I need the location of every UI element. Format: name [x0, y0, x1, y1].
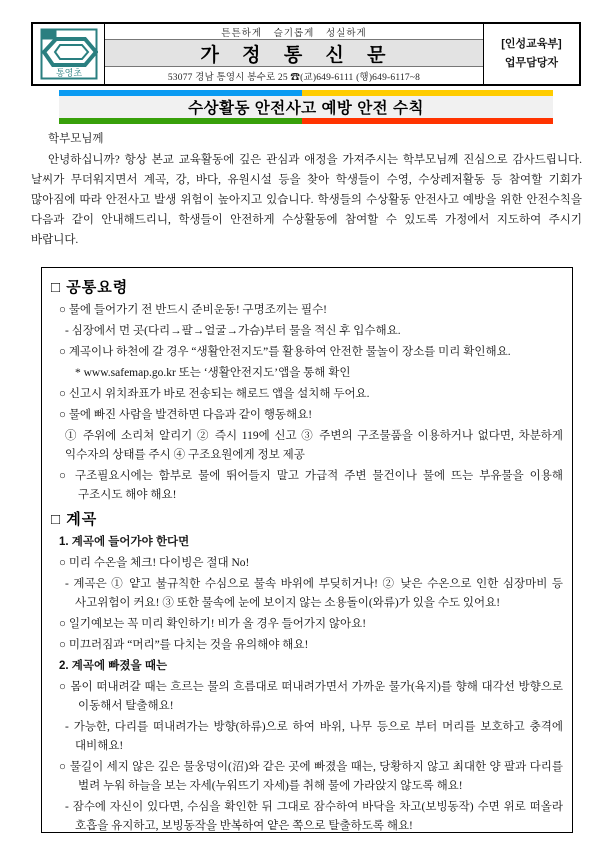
header-table [31, 22, 581, 86]
school-logo-icon [40, 28, 98, 80]
list-subitem: - 가능한, 다리를 떠내려가는 방향(하류)으로 하여 바위, 나무 등으로 부터 머리를 보호하고 충격에 대비해요! [65, 721, 563, 752]
list-item: ○ 물에 들어가기 전 반드시 준비운동! 구명조끼는 필수! [59, 304, 328, 316]
list-numbered-steps: ① 주위에 소리쳐 알리기 ② 즉시 119에 신고 ③ 주변의 구조물품을 이용하거나 없다면, 차분하게 익수자의 상태를 주시 ④ 구조요원에게 정보 제공 [65, 430, 563, 461]
subsection-heading: 1. 계곡에 들어가야 한다면 [59, 536, 190, 548]
school-logo [33, 24, 105, 84]
school-address: 53077 경남 통영시 봉수로 25 ☎(교)649-6111 (행)649-6117~8 [167, 72, 421, 83]
newsletter-title: 가 정 통 신 문 [105, 40, 483, 67]
list-item: ○ 물길이 세지 않은 깊은 물웅덩이(沼)와 같은 곳에 빠졌을 때는, 당황하지 않고 최대한 양 팔과 다리를 벌려 누워 하늘을 보는 자세(누워뜨기 자세)를 취해 물에 가라앉지 않도록 해요! [59, 761, 563, 792]
list-note: * www.safemap.go.kr 또는 ‘생활안전지도’앱을 통해 확인 [75, 367, 351, 379]
stripe-green [59, 118, 302, 124]
list-item: ○ 계곡이나 하천에 갈 경우 “생활안전지도”를 활용하여 안전한 물놀이 장소를 미리 확인해요. [59, 346, 511, 358]
list-subitem: - 계곡은 ① 얕고 불규칙한 수심으로 물속 바위에 부딪히거나! ② 낮은 수온으로 인한 심장마비 등 사고위험이 커요! ③ 또한 물속에 눈에 보이지 않는 소용돌이(와류)가 있을 수도 있어요! [65, 578, 563, 609]
list-item: ○ 미리 수온을 체크! 다이빙은 절대 No! [59, 557, 250, 569]
intro-paragraph: 안녕하십니까? 항상 본교 교육활동에 깊은 관심과 애정을 가져주시는 학부모님께 진심으로 감사드립니다. 날씨가 무더워지면서 계곡, 강, 바다, 유원시설 등을 찾아 학생들이 수영, 수상레저활동 등 참여할 기회가 많아짐에 따라 안전사고 발생 위험이 높아지고 있습니다. 학생들의 수상활동 안전사고 예방을 위한 안전수칙을 다음과 같이 안내해드리니, 학생들이 안전하게 수상활동에 참여할 수 있도록 가정에서 지도하여 주시기 바랍니다. [31, 154, 582, 246]
safety-rules-box [41, 267, 573, 833]
school-logo-text: 통영초 [55, 68, 82, 78]
header-department-cell [483, 24, 579, 84]
subject-title: 수상활동 안전사고 예방 안전 수칙 [59, 96, 553, 118]
list-item: ○ 미끄러짐과 “머리”를 다치는 것을 유의해야 해요! [59, 639, 309, 651]
list-item: ○ 물에 빠진 사람을 발견하면 다음과 같이 행동해요! [59, 409, 313, 421]
list-item: ○ 일기예보는 꼭 미리 확인하기! 비가 올 경우 들어가지 않아요! [59, 618, 367, 630]
list-item: ○ 몸이 떠내려갈 때는 흐르는 물의 흐름대로 떠내려가면서 가까운 물가(육지)를 향해 대각선 방향으로 이동해서 탈출해요! [59, 681, 563, 712]
staff-label: 업무담당자 [504, 57, 559, 69]
list-subitem: - 심장에서 먼 곳(다리→팔→얼굴→가슴)부터 물을 적신 후 입수해요. [65, 325, 401, 337]
subsection-heading: 2. 계곡에 빠졌을 때는 [59, 660, 168, 672]
school-slogan: 튼튼하게 슬기롭게 성실하게 [105, 24, 483, 40]
stripe-red [302, 118, 553, 124]
salutation: 학부모님께 [48, 133, 104, 145]
subject-banner [59, 90, 553, 124]
list-subitem: - 잠수에 자신이 있다면, 수심을 확인한 뒤 그대로 잠수하여 바닥을 차고(보빙동작) 수면 위로 떠올라 호흡을 유지하고, 보빙동작을 반복하여 얕은 쪽으로 탈출하도록 해요! [65, 801, 563, 832]
header-center [105, 24, 483, 84]
list-item: ○ 신고시 위치좌표가 바로 전송되는 해로드 앱을 설치해 두어요. [59, 388, 370, 400]
section-heading-common: □ 공통요령 [51, 279, 129, 296]
list-item: ○ 구조필요시에는 함부로 물에 뛰어들지 말고 가급적 주변 물건이나 물에 뜨는 부유물을 이용해 구조시도 해야 해요! [59, 470, 563, 501]
banner-bottom-stripe [59, 118, 553, 124]
department-label: [인성교육부] [501, 38, 562, 51]
section-heading-valley: □ 계곡 [51, 511, 98, 528]
